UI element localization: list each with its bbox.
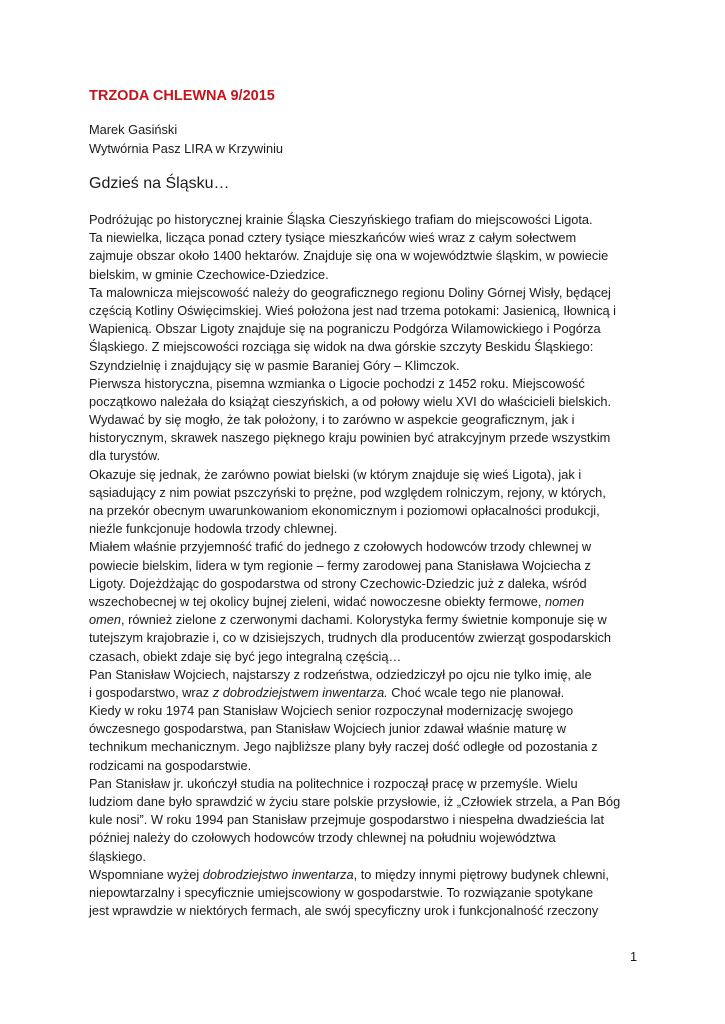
text-line [89,447,649,465]
text-segment: jest wprawdzie w niektórych fermach, ale swój specyficzny urok i funkcjonalność rzeczony [89,903,599,919]
author-affiliation: Wytwórnia Pasz LIRA w Krzywiniu [89,140,284,156]
text-segment: nieźle funkcjonuje hodowla trzody chlewnej. [89,521,338,537]
text-segment: niepowtarzalny i specyficznie umiejscowiony w gospodarstwie. To rozwiązanie spotykane [89,884,594,900]
text-line [89,520,649,538]
text-segment: na przekór obecnym uwarunkowaniom ekonomicznym i poziomowi opłacalności produkcji, [89,503,600,518]
text-line [89,902,649,920]
text-segment: powiecie bielskim, lidera w tym regionie – fermy zarodowej pana Stanisława Wojciecha z [89,557,591,573]
text-line [89,848,649,866]
text-segment: rodzicami na gospodarstwie. [89,757,252,773]
text-line [89,793,649,811]
text-segment: częścią Kotliny Oświęcimskiej. Wieś położona jest nad trzema potokami: Jasienicą, Iłownicą i [89,302,617,318]
document-title: TRZODA CHLEWNA 9/2015 [89,88,275,104]
text-segment: Pierwsza historyczna, pisemna wzmianka o Ligocie pochodzi z 1452 roku. Miejscowość [89,375,585,391]
text-line [89,229,649,247]
text-line [89,775,649,793]
text-line [89,702,649,720]
text-line [89,884,649,902]
text-segment: wszechobecnej w tej okolicy bujnej zieleni, widać nowoczesne obiekty fermowe, [89,593,545,609]
article-body [89,211,649,920]
text-line [89,629,649,647]
byline [89,121,283,158]
text-line [89,429,649,447]
text-segment: historycznym, skrawek naszego pięknego kraju powinien być atrakcyjnym przede wszystkim [89,430,611,446]
text-segment: Kiedy w roku 1974 pan Stanisław Wojciech senior rozpoczynał modernizację swojego [89,703,574,719]
text-segment: Ta niewielka, licząca ponad cztery tysiące mieszkańców wieś wraz z całym sołectwem [89,230,577,246]
text-segment: Podróżując po historycznej krainie Śląska Cieszyńskiego trafiam do miejscowości Ligota. [89,212,593,227]
italic-text: z dobrodziejstwem inwentarza. [212,684,388,700]
text-segment: Śląskiego. Z miejscowości rozciąga się widok na dwa górskie szczyty Beskidu Śląskiego: [89,339,594,355]
text-line [89,375,649,393]
italic-text: omen [89,612,122,628]
text-line [89,720,649,738]
text-segment: zajmuje obszar około 1400 hektarów. Znajduje się ona w województwie śląskim, w powiecie [89,248,609,264]
text-segment: Wapienicą. Obszar Ligoty znajduje się na pograniczu Podgórza Wilamowickiego i Pogórza [89,321,601,337]
text-segment: sąsiadujący z nim powiat pszczyński to prężne, pod względem rolniczym, rejony, w których, [89,484,606,500]
text-line [89,866,649,884]
text-line [89,284,649,302]
text-segment: śląskiego. [89,848,146,864]
text-segment: ówczesnego gospodarstwa, pan Stanisław Wojciech junior zdawał właśnie maturę w [89,721,567,737]
text-segment: Pan Stanisław jr. ukończył studia na politechnice i rozpoczął pracę w przemyśle. Wielu [89,775,578,791]
text-line [89,411,649,429]
text-segment: tutejszym krajobrazie i, co w dzisiejszych, trudnych dla producentów zwierząt gospodarskich [89,630,612,646]
page-number: 1 [630,949,638,964]
text-line [89,484,649,502]
text-segment: bielskim, w gminie Czechowice-Dziedzice. [89,266,329,282]
text-segment: później należy do czołowych hodowców trzody chlewnej na południu województwa [89,830,556,846]
text-line [89,211,649,229]
text-segment: ludziom dane było sprawdzić w życiu stare polskie przysłowie, iż „Człowiek strzela, a Pan Bóg [89,794,621,809]
text-line [89,266,649,284]
text-segment: dla turystów. [89,448,161,464]
text-segment: początkowo należała do książąt cieszyńskich, a od połowy wielu XVI do właścicieli bielskich. [89,393,612,409]
text-segment: Ta malownicza miejscowość należy do geograficznego regionu Doliny Górnej Wisły, będącej [89,284,611,300]
text-line [89,648,649,666]
text-segment: , to między innymi piętrowy budynek chlewni, [353,866,609,882]
text-line [89,338,649,356]
text-line [89,357,649,375]
text-segment: Wydawać by się mogło, że tak położony, i to zarówno w aspekcie geograficznym, jak i [89,412,575,428]
text-segment: Ligoty. Dojeżdżając do gospodarstwa od strony Czechowic-Dziedzic już z daleka, wśród [89,575,587,591]
italic-text: dobrodziejstwo inwentarza [202,866,354,882]
text-line [89,320,649,338]
text-line [89,738,649,756]
text-line [89,247,649,265]
text-line [89,829,649,847]
text-segment: kule nosi”. W roku 1994 pan Stanisław przejmuje gospodarstwo i niespełna dwadzieścia lat [89,812,604,828]
text-line [89,466,649,484]
text-segment: czasach, obiekt zdaje się być jego integralną częścią… [89,648,402,664]
text-line [89,575,649,593]
text-line [89,502,649,520]
text-line [89,757,649,775]
text-segment: Choć wcale tego nie planował. [387,684,565,700]
text-line [89,557,649,575]
text-segment: , również zielone z czerwonymi dachami. Kolorystyka fermy świetnie komponuje się w [121,612,607,628]
text-segment: Miałem właśnie przyjemność trafić do jednego z czołowych hodowców trzody chlewnej w [89,539,592,555]
italic-text: nomen [544,593,585,609]
text-line [89,684,649,702]
text-line [89,302,649,320]
text-line [89,611,649,629]
text-segment: technikum mechanicznym. Jego najbliższe plany były raczej dość odległe od pozostania z [89,739,598,755]
text-segment: i gospodarstwo, wraz [89,684,213,700]
section-heading: Gdzieś na Śląsku… [89,175,230,192]
text-segment: Okazuje się jednak, że zarówno powiat bielski (w którym znajduje się wieś Ligota), jak i [89,466,582,482]
text-line [89,593,649,611]
text-line [89,666,649,684]
text-line [89,393,649,411]
text-line [89,538,649,556]
text-segment: Wspomniane wyżej [89,866,203,882]
text-segment: Pan Stanisław Wojciech, najstarszy z rodzeństwa, odziedziczył po ojcu nie tylko imię, ale [89,666,592,682]
text-line [89,811,649,829]
text-segment: Szyndzielnię i znajdujący się w pasmie Baraniej Góry – Klimczok. [89,357,460,373]
author-name: Marek Gasiński [89,122,178,137]
